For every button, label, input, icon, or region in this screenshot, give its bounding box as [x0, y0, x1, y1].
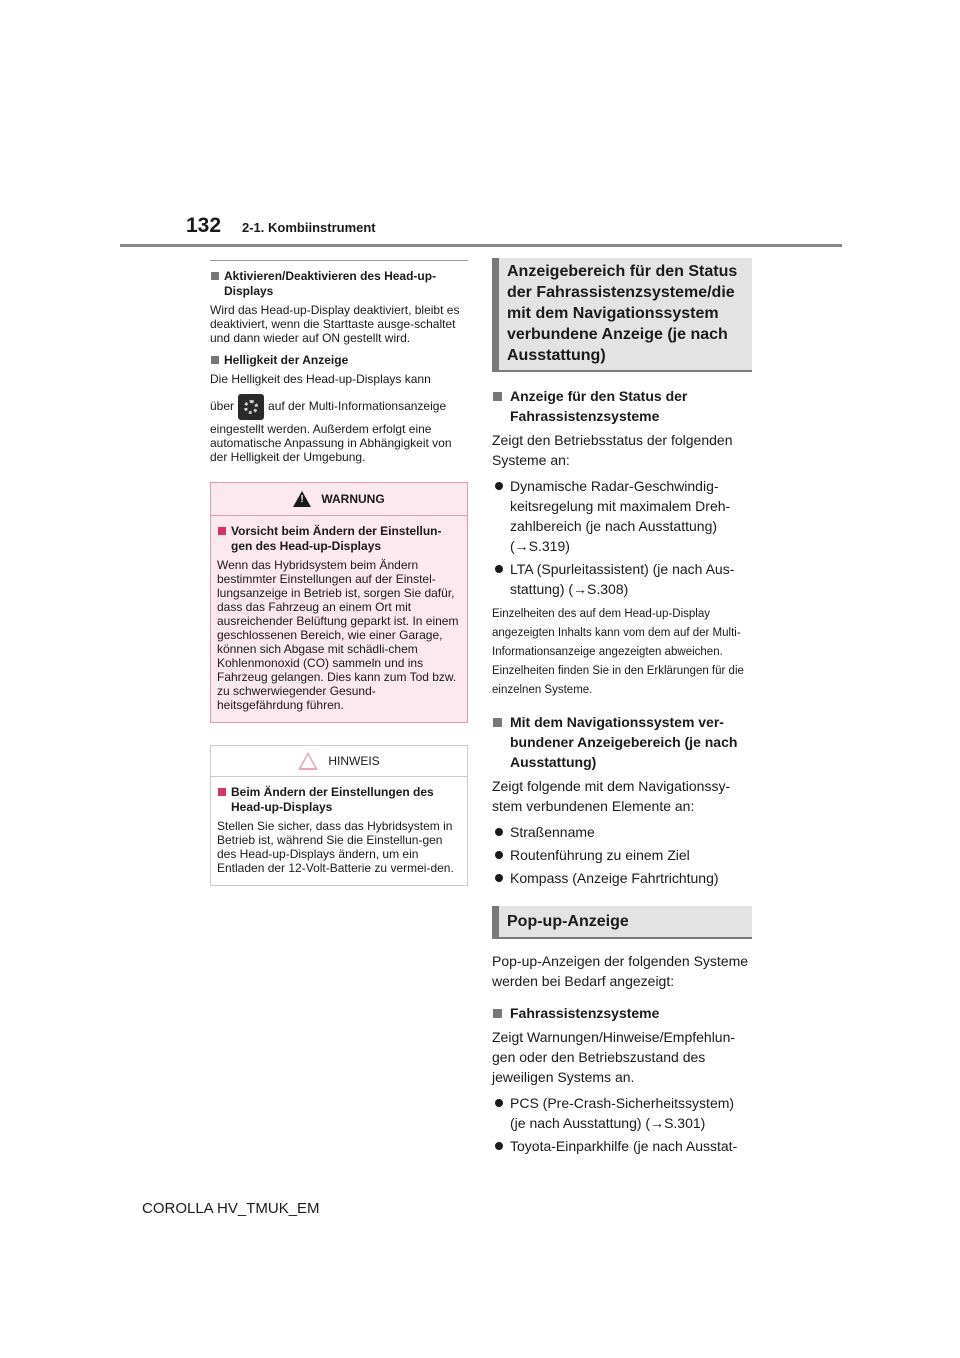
subheading-brightness	[210, 353, 468, 368]
section-heading-status-area: Anzeigebereich für den Status der Fahrassistenzsysteme/die mit dem Navigationssystem verbundene Anzeige (je nach Ausstattung)	[492, 258, 752, 372]
paragraph-brightness-a: Die Helligkeit des Head-up-Displays kann	[210, 372, 431, 386]
list-item	[492, 868, 752, 888]
square-bullet-icon	[493, 718, 502, 727]
list-item	[492, 845, 752, 865]
subheading-text: Beim Ändern der Einstellungen des Head-up-Displays	[231, 785, 434, 814]
list-item	[492, 559, 752, 599]
bullet-icon	[495, 828, 503, 836]
warning-label: WARNUNG	[321, 492, 385, 506]
page-number: 132	[186, 214, 222, 237]
square-bullet-icon	[218, 788, 226, 796]
paragraph-status: Zeigt den Betriebsstatus der folgenden Systeme an:	[492, 432, 733, 468]
warning-header	[211, 483, 467, 516]
list-item	[492, 1136, 752, 1156]
list-item-text: Routenführung zu einem Ziel	[510, 847, 690, 863]
subheading-text: Vorsicht beim Ändern der Einstellun-gen des Head-up-Displays	[231, 524, 442, 553]
subheading-text: Aktivieren/Deaktivieren des Head-up-Displays	[224, 269, 437, 298]
subheading-activate	[210, 269, 468, 299]
bullet-icon	[495, 565, 503, 573]
bullet-icon	[495, 851, 503, 859]
bullet-icon	[495, 482, 503, 490]
subheading-text: Helligkeit der Anzeige	[224, 353, 349, 367]
list-item-text: PCS (Pre-Crash-Sicherheitssystem) (je nach Ausstattung) (→S.301)	[510, 1095, 735, 1131]
header-divider	[120, 244, 842, 247]
right-column	[492, 258, 752, 1159]
subheading-text: Mit dem Navigationssystem ver-bundener Anzeigebereich (je nach Ausstattung)	[510, 714, 738, 770]
section-heading-popup: Pop-up-Anzeige	[492, 906, 752, 939]
warning-text: Wenn das Hybridsystem beim Ändern bestimmter Einstellungen auf der Einstel-lungsanzeige in Betrieb ist, sorgen Sie dafür, dass das Fahrzeug an einem Ort mit ausreichender Belüftung geparkt ist. In einem geschlossenen Bereich, wie einer Garage, können sich Abgase mit schädli-chem Kohlenmonoxid (CO) sammeln und ins Fahrzeug gelangen. Dies kann zum Tod bzw. zu schwerwiegender Gesund-heitsgefährdung führen.	[217, 558, 459, 712]
warning-box	[210, 482, 468, 723]
settings-gear-icon	[238, 394, 264, 420]
fine-print: Einzelheiten des auf dem Head-up-Display angezeigten Inhalts kann vom dem auf der Multi-Informationsanzeige angezeigten abweichen. Einzelheiten finden Sie in den Erklärungen für die einzelnen Systeme.	[492, 608, 744, 696]
list-item-text: LTA (Spurleitassistent) (je nach Aus-stattung) (→S.308)	[510, 561, 735, 597]
section-divider	[210, 260, 468, 261]
list-item-text: Dynamische Radar-Geschwindig-keitsregelung mit maximalem Dreh-zahlbereich (je nach Ausstattung) (→S.319)	[510, 478, 731, 554]
square-bullet-icon	[211, 272, 219, 280]
subheading-navigation-area	[492, 712, 752, 772]
paragraph-activate: Wird das Head-up-Display deaktiviert, bleibt es deaktiviert, wenn die Starttaste ausge-schaltet und dann wieder auf ON gestellt wird.	[210, 303, 460, 345]
notice-triangle-icon	[298, 752, 318, 770]
text-post: auf der Multi-Informationsanzeige	[268, 399, 447, 414]
notice-header	[211, 746, 467, 777]
list-item-text: Kompass (Anzeige Fahrtrichtung)	[510, 870, 719, 886]
paragraph-navigation: Zeigt folgende mit dem Navigationssy-stem verbundenen Elemente an:	[492, 778, 731, 814]
footer-model-code: COROLLA HV_TMUK_EM	[142, 1200, 320, 1217]
notice-text: Stellen Sie sicher, dass das Hybridsystem in Betrieb ist, während Sie die Einstellun-gen des Head-up-Displays ändern, um ein Entladen der 12-Volt-Batterie zu vermei-den.	[217, 819, 454, 875]
square-bullet-icon	[218, 527, 226, 535]
notice-label: HINWEIS	[328, 754, 380, 768]
warning-subheading	[217, 524, 461, 554]
bullet-icon	[495, 874, 503, 882]
bullet-icon	[495, 1142, 503, 1150]
subheading-text: Fahrassistenzsysteme	[510, 1005, 660, 1021]
paragraph-driving-assist: Zeigt Warnungen/Hinweise/Empfehlun-gen oder den Betriebszustand des jeweiligen Systems an.	[492, 1029, 736, 1085]
list-item	[492, 476, 752, 556]
list-item	[492, 822, 752, 842]
list-item-text: Straßenname	[510, 824, 595, 840]
subheading-text: Anzeige für den Status der Fahrassistenzsysteme	[510, 388, 688, 424]
list-item-text: Toyota-Einparkhilfe (je nach Ausstat-	[510, 1138, 738, 1154]
square-bullet-icon	[493, 392, 502, 401]
bullet-icon	[495, 1099, 503, 1107]
paragraph-popup: Pop-up-Anzeigen der folgenden Systeme werden bei Bedarf angezeigt:	[492, 953, 749, 989]
notice-subheading	[217, 785, 461, 815]
text-pre: über	[210, 399, 235, 414]
warning-triangle-icon	[293, 491, 311, 507]
chapter-title: 2-1. Kombiinstrument	[242, 220, 376, 235]
list-item	[492, 1093, 752, 1133]
left-column	[210, 260, 468, 886]
square-bullet-icon	[493, 1009, 502, 1018]
square-bullet-icon	[211, 356, 219, 364]
subheading-driving-assist	[492, 1003, 752, 1023]
paragraph-brightness-c: eingestellt werden. Außerdem erfolgt eine automatische Anpassung in Abhängigkeit von der Helligkeit der Umgebung.	[210, 422, 452, 464]
paragraph-brightness-b	[210, 394, 468, 420]
subheading-driving-assist-status	[492, 386, 752, 426]
notice-box	[210, 745, 468, 886]
